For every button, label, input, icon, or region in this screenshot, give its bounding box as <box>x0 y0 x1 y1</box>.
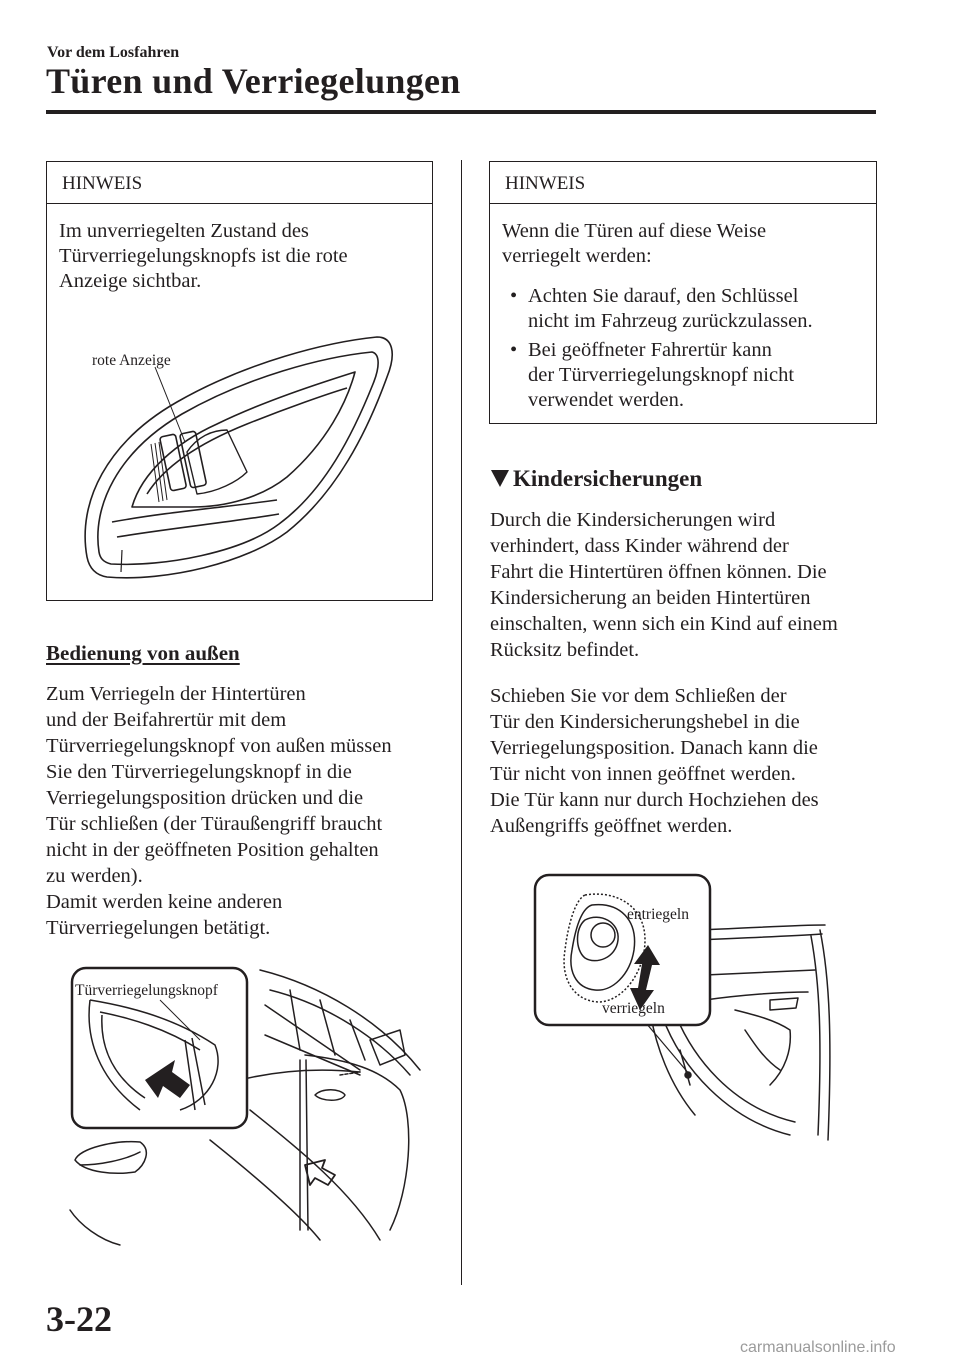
paragraph-line: Verriegelungsposition drücken und die <box>46 787 364 809</box>
section-title: Kindersicherungen <box>491 466 702 492</box>
title-rule <box>46 110 876 114</box>
child-lock-illustration <box>530 870 850 1160</box>
note-box-left <box>46 161 433 601</box>
note-line: Türverriegelungsknopfs ist die rote <box>59 245 348 267</box>
paragraph-line: Durch die Kindersicherungen wird <box>490 509 776 531</box>
note-box-right <box>489 161 877 424</box>
paragraph-line: Tür schließen (der Türaußengriff braucht <box>46 813 383 835</box>
bullet-line: verwendet werden. <box>528 389 684 411</box>
bullet-line: der Türverriegelungsknopf nicht <box>528 364 795 386</box>
note-line: Im unverriegelten Zustand des <box>59 220 309 242</box>
paragraph-line: Zum Verriegeln der Hintertüren <box>46 683 306 705</box>
note-line: Wenn die Türen auf diese Weise <box>502 220 767 242</box>
exterior-door-illustration <box>60 960 440 1260</box>
paragraph-line: Damit werden keine anderen <box>46 891 283 913</box>
paragraph-line: Schieben Sie vor dem Schließen der <box>490 685 787 707</box>
paragraph-line: verhindert, dass Kinder während der <box>490 535 789 557</box>
paragraph-line: zu werden). <box>46 865 143 887</box>
paragraph-line: Kindersicherung an beiden Hintertüren <box>490 587 811 609</box>
bullet-line: nicht im Fahrzeug zurückzulassen. <box>528 310 813 332</box>
paragraph-line: Außengriffs geöffnet werden. <box>490 815 733 837</box>
page-title: Türen und Verriegelungen <box>46 61 461 101</box>
paragraph-line: und der Beifahrertür mit dem <box>46 709 287 731</box>
note-heading: HINWEIS <box>505 173 586 194</box>
subheading-outside-operation: Bedienung von außen <box>46 641 240 665</box>
page-number: 3-22 <box>46 1299 112 1339</box>
figure-label-lock: verriegeln <box>602 1000 665 1017</box>
paragraph-line: einschalten, wenn sich ein Kind auf einem <box>490 613 838 635</box>
watermark: carmanualsonline.info <box>740 1339 896 1356</box>
note-heading: HINWEIS <box>62 173 143 194</box>
note-line: verriegelt werden: <box>502 245 652 267</box>
paragraph-line: Türverriegelungsknopf von außen müssen <box>46 735 392 757</box>
bullet-line: Achten Sie darauf, den Schlüssel <box>528 285 799 307</box>
paragraph-line: Sie den Türverriegelungsknopf in die <box>46 761 352 783</box>
paragraph-line: Die Tür kann nur durch Hochziehen des <box>490 789 819 811</box>
figure-label-red-indicator: rote Anzeige <box>92 352 171 369</box>
paragraph-line: Tür den Kindersicherungshebel in die <box>490 711 800 733</box>
paragraph-line: nicht in der geöffneten Position gehalten <box>46 839 379 861</box>
note-line: Anzeige sichtbar. <box>59 270 202 292</box>
paragraph-line: Verriegelungsposition. Danach kann die <box>490 737 818 759</box>
figure-label-lock-knob: Türverriegelungsknopf <box>75 982 218 999</box>
figure-label-unlock: entriegeln <box>627 906 689 923</box>
paragraph-line: Fahrt die Hintertüren öffnen können. Die <box>490 561 827 583</box>
bullet-dot: • <box>510 285 518 307</box>
chapter-label: Vor dem Losfahren <box>47 44 180 61</box>
section-marker-icon <box>491 470 509 487</box>
paragraph-line: Rücksitz befindet. <box>490 639 640 661</box>
note-header <box>490 162 876 204</box>
paragraph-line: Tür nicht von innen geöffnet werden. <box>490 763 796 785</box>
column-divider <box>461 160 462 1285</box>
paragraph-line: Türverriegelungen betätigt. <box>46 917 271 939</box>
bullet-dot: • <box>510 339 518 361</box>
inner-door-handle-illustration <box>47 162 434 602</box>
bullet-line: Bei geöffneter Fahrertür kann <box>528 339 772 361</box>
